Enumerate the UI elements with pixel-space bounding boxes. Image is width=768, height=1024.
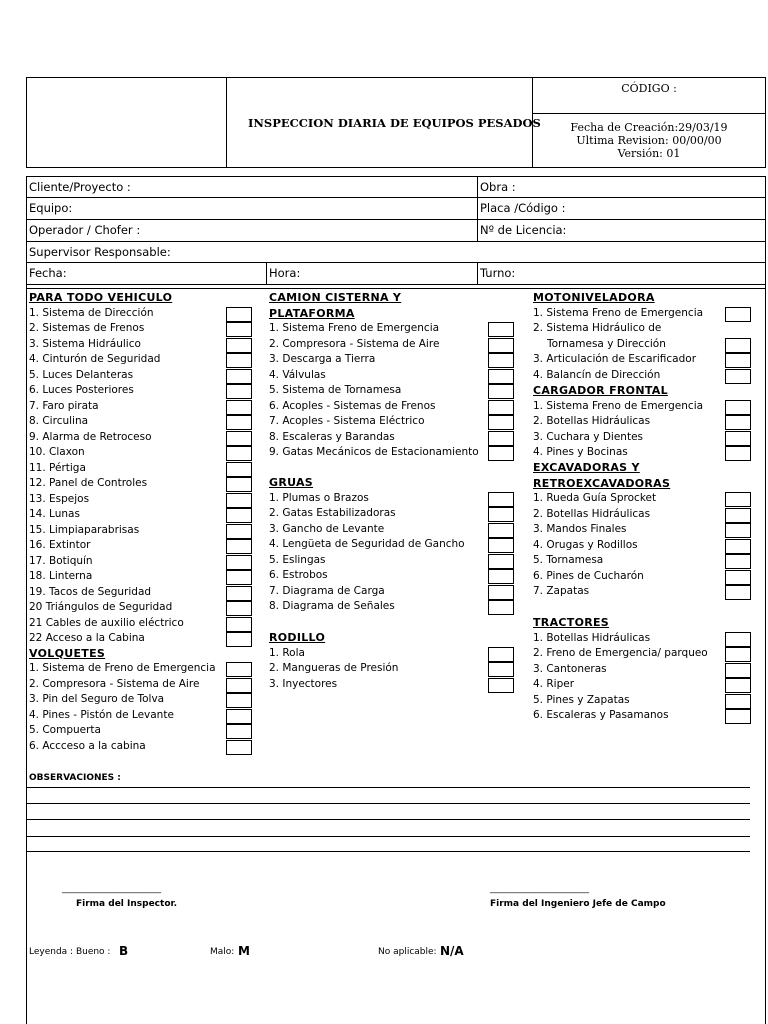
check-box[interactable] (725, 585, 751, 600)
check-box[interactable] (226, 724, 252, 739)
firma-inspector-label: Firma del Inspector. (76, 899, 178, 909)
check-box[interactable] (488, 569, 514, 584)
checklist-item: 7. Faro pirata (29, 399, 99, 412)
checklist-item: 3. Gancho de Levante (269, 522, 385, 535)
checklist-item: 4. Orugas y Rodillos (533, 538, 638, 551)
checklist-item: 7. Diagrama de Carga (269, 584, 385, 597)
check-box[interactable] (488, 446, 514, 461)
observaciones-label: OBSERVACIONES : (29, 773, 121, 783)
checklist-item: 4. Pines y Bocinas (533, 446, 628, 458)
check-box[interactable] (226, 353, 252, 368)
check-box[interactable] (226, 662, 252, 677)
checklist-item: 2. Compresora - Sistema de Aire (269, 337, 440, 350)
ultima-revision: Ultima Revision: 00/00/00 (576, 134, 722, 147)
check-box[interactable] (488, 384, 514, 399)
operador-field[interactable]: Operador / Chofer : (29, 223, 141, 237)
check-box[interactable] (725, 539, 751, 554)
section-title: CARGADOR FRONTAL (533, 384, 668, 397)
checklist-item: 2. Freno de Emergencia/ parqueo (533, 647, 708, 659)
checklist-item: 5. Eslingas (269, 553, 326, 566)
check-box[interactable] (226, 601, 252, 616)
checklist-item: 19. Tacos de Seguridad (29, 585, 152, 598)
checklist-item: 6. Estrobos (269, 569, 328, 581)
check-box[interactable] (226, 400, 252, 415)
fecha-field[interactable]: Fecha: (29, 266, 67, 280)
check-box[interactable] (725, 431, 751, 446)
document-title: INSPECCION DIARIA DE EQUIPOS PESADOS (248, 116, 541, 130)
check-box[interactable] (226, 693, 252, 708)
check-box[interactable] (725, 492, 751, 507)
hora-field[interactable]: Hora: (269, 266, 301, 280)
checklist-item: 4. Válvulas (269, 368, 326, 381)
checklist-item: 21 Cables de auxilio eléctrico (29, 616, 184, 629)
checklist-item: 6. Escaleras y Pasamanos (533, 709, 669, 721)
check-box[interactable] (488, 492, 514, 507)
checklist-item: 3. Cuchara y Dientes (533, 430, 644, 443)
checklist-item: 10. Claxon (29, 446, 85, 458)
checklist-item: 3. Sistema Hidráulico (29, 337, 141, 350)
check-box[interactable] (725, 570, 751, 585)
check-box[interactable] (725, 446, 751, 461)
fecha-creacion: Fecha de Creación:29/03/19 (570, 121, 728, 134)
checklist-item: 4. Balancín de Dirección (533, 368, 661, 381)
header-logo-divider (226, 77, 227, 168)
check-box[interactable] (725, 554, 751, 569)
checklist-item: 2. Sistema Hidráulico de (533, 322, 662, 334)
checklist-item: 1. Botellas Hidráulicas (533, 631, 651, 644)
check-box[interactable] (488, 415, 514, 430)
check-box[interactable] (226, 369, 252, 384)
checklist-item: 1. Plumas o Brazos (269, 491, 369, 504)
checklist-item: 8. Diagrama de Señales (269, 600, 395, 612)
checklist-item: 1. Sistema Freno de Emergencia (533, 399, 704, 412)
checklist-item: 9. Alarma de Retroceso (29, 430, 152, 443)
checklist-item: 6. Luces Posteriores (29, 384, 134, 396)
obs-line[interactable] (26, 819, 750, 820)
obs-line[interactable] (26, 836, 750, 837)
check-box[interactable] (725, 307, 751, 322)
check-box[interactable] (226, 709, 252, 724)
checklist-item: 20 Triángulos de Seguridad (29, 601, 173, 613)
checklist-item: 1. Sistema Freno de Emergencia (269, 322, 440, 334)
check-box[interactable] (725, 353, 751, 368)
leyenda-label: Leyenda : Bueno : (29, 947, 111, 957)
form-right-border (765, 284, 766, 1024)
check-box[interactable] (226, 477, 252, 492)
firma-jefe-label: Firma del Ingeniero Jefe de Campo (490, 899, 666, 909)
checklist-item: 16. Extintor (29, 539, 91, 551)
obs-line[interactable] (26, 803, 750, 804)
check-box[interactable] (725, 369, 751, 384)
check-box[interactable] (226, 415, 252, 430)
turno-field[interactable]: Turno: (480, 266, 516, 280)
checklist-item: 2. Gatas Estabilizadoras (269, 507, 396, 519)
checklist-item: 1. Rueda Guía Sprocket (533, 492, 657, 504)
check-box[interactable] (725, 647, 751, 662)
check-box[interactable] (725, 632, 751, 647)
section-title: PLATAFORMA (269, 306, 355, 320)
check-box[interactable] (725, 678, 751, 693)
section-title: RETROEXCAVADORAS (533, 476, 671, 490)
checklist-item: 11. Pértiga (29, 461, 86, 474)
checklist-item: 4. Cinturón de Seguridad (29, 353, 161, 365)
section-title: GRUAS (269, 476, 314, 489)
check-box[interactable] (488, 678, 514, 693)
checklist-item: 4. Riper (533, 678, 575, 690)
check-box[interactable] (488, 538, 514, 553)
check-box[interactable] (226, 384, 252, 399)
check-box[interactable] (226, 617, 252, 632)
check-box[interactable] (488, 554, 514, 569)
checklist-item: 6. Accceso a la cabina (29, 739, 146, 752)
checklist-item: 2. Mangueras de Presión (269, 662, 399, 674)
check-box[interactable] (226, 462, 252, 477)
check-box[interactable] (226, 307, 252, 322)
cliente-field[interactable]: Cliente/Proyecto : (29, 180, 131, 194)
checklist-item: 2. Compresora - Sistema de Aire (29, 677, 200, 690)
checklist-item: 6. Pines de Cucharón (533, 569, 644, 582)
equipo-field[interactable]: Equipo: (29, 201, 73, 215)
leyenda-bueno: B (119, 944, 129, 958)
checklist-item: 7. Acoples - Sistema Eléctrico (269, 415, 425, 427)
licencia-field[interactable]: Nº de Licencia: (480, 223, 567, 237)
check-box[interactable] (488, 400, 514, 415)
check-box[interactable] (488, 523, 514, 538)
checklist-item: 2. Sistemas de Frenos (29, 322, 145, 334)
checklist-item: 14. Lunas (29, 508, 80, 520)
checklist-item: 3. Mandos Finales (533, 523, 627, 535)
check-box[interactable] (725, 523, 751, 538)
check-box[interactable] (488, 338, 514, 353)
checklist-item: 8. Circulina (29, 415, 89, 427)
checklist-item: 5. Pines y Zapatas (533, 693, 630, 706)
section-title: CAMION CISTERNA Y (269, 291, 402, 304)
obra-field[interactable]: Obra : (480, 180, 516, 194)
check-box[interactable] (725, 508, 751, 523)
check-box[interactable] (226, 632, 252, 647)
check-box[interactable] (725, 694, 751, 709)
check-box[interactable] (488, 353, 514, 368)
checklist-item: 1. Rola (269, 646, 305, 659)
section-title: RODILLO (269, 631, 326, 644)
signature-line-inspector[interactable]: ______________________ (62, 884, 161, 894)
check-box[interactable] (488, 647, 514, 662)
check-box[interactable] (226, 524, 252, 539)
check-box[interactable] (488, 662, 514, 677)
check-box[interactable] (725, 663, 751, 678)
checklist-item: 4. Lengüeta de Seguridad de Gancho (269, 538, 465, 550)
check-box[interactable] (226, 570, 252, 585)
check-box[interactable] (226, 338, 252, 353)
signature-line-jefe[interactable]: ______________________ (490, 884, 589, 894)
leyenda-malo: M (238, 944, 250, 958)
checklist-item: 2. Botellas Hidráulicas (533, 507, 651, 520)
check-box[interactable] (488, 431, 514, 446)
check-box[interactable] (226, 539, 252, 554)
checklist-item: 7. Zapatas (533, 585, 590, 597)
check-box[interactable] (226, 322, 252, 337)
check-box[interactable] (488, 507, 514, 522)
leyenda-malo-label: Malo: (210, 947, 235, 957)
section-title: PARA TODO VEHICULO (29, 291, 173, 304)
checklist-item: 8. Escaleras y Barandas (269, 430, 395, 443)
obs-line[interactable] (26, 787, 750, 788)
check-box[interactable] (226, 586, 252, 601)
checklist-item: 5. Tornamesa (533, 554, 604, 566)
checklist-item: 5. Luces Delanteras (29, 368, 134, 381)
obs-line[interactable] (26, 851, 750, 852)
form-left-border (26, 284, 27, 1024)
checklist-item: 2. Botellas Hidráulicas (533, 415, 651, 427)
checklist-item: 9. Gatas Mecánicos de Estacionamiento (269, 446, 479, 458)
checklist-item: 5. Compuerta (29, 724, 101, 736)
checklist-item: 17. Botiquín (29, 554, 93, 567)
check-box[interactable] (725, 709, 751, 724)
check-box[interactable] (725, 400, 751, 415)
version: Versión: 01 (617, 147, 681, 160)
leyenda-na: N/A (440, 944, 464, 958)
check-box[interactable] (725, 338, 751, 353)
header-code-divider (532, 113, 766, 114)
check-box[interactable] (488, 322, 514, 337)
checklist-item: 4. Pines - Pistón de Levante (29, 708, 174, 721)
checklist-item: 1. Sistema Freno de Emergencia (533, 306, 704, 319)
checklist-item: 3. Descarga a Tierra (269, 353, 376, 365)
section-title: MOTONIVELADORA (533, 291, 655, 304)
check-box[interactable] (488, 585, 514, 600)
check-box[interactable] (226, 740, 252, 755)
check-box[interactable] (226, 431, 252, 446)
leyenda-na-label: No aplicable: (378, 947, 437, 957)
checklist-item: 18. Linterna (29, 570, 93, 582)
checklist-item: 1. Sistema de Dirección (29, 306, 154, 319)
section-title: EXCAVADORAS Y (533, 461, 640, 474)
checklist-item: 1. Sistema de Freno de Emergencia (29, 662, 216, 674)
checklist-item: 3. Pin del Seguro de Tolva (29, 693, 165, 705)
section-title: VOLQUETES (29, 646, 106, 660)
check-box[interactable] (488, 369, 514, 384)
supervisor-field[interactable]: Supervisor Responsable: (29, 245, 171, 259)
checklist-item: 22 Acceso a la Cabina (29, 632, 145, 644)
checklist-item: 6. Acoples - Sistemas de Frenos (269, 399, 436, 412)
checklist-item: 12. Panel de Controles (29, 477, 148, 489)
check-box[interactable] (488, 600, 514, 615)
codigo-label: CÓDIGO : (621, 82, 677, 95)
checklist-item: 15. Limpiaparabrisas (29, 523, 140, 536)
check-box[interactable] (226, 508, 252, 523)
placa-field[interactable]: Placa /Código : (480, 201, 566, 215)
checklist-item: 3. Articulación de Escarificador (533, 353, 697, 365)
check-box[interactable] (226, 555, 252, 570)
section-title: TRACTORES (533, 616, 610, 629)
check-box[interactable] (725, 415, 751, 430)
check-box[interactable] (226, 678, 252, 693)
checklist-item: 3. Inyectores (269, 677, 338, 690)
checklist-item: 3. Cantoneras (533, 662, 607, 675)
checklist-item: Tornamesa y Dirección (547, 337, 666, 350)
checklist-item: 13. Espejos (29, 492, 90, 505)
checklist-item: 5. Sistema de Tornamesa (269, 384, 402, 396)
check-box[interactable] (226, 446, 252, 461)
check-box[interactable] (226, 493, 252, 508)
